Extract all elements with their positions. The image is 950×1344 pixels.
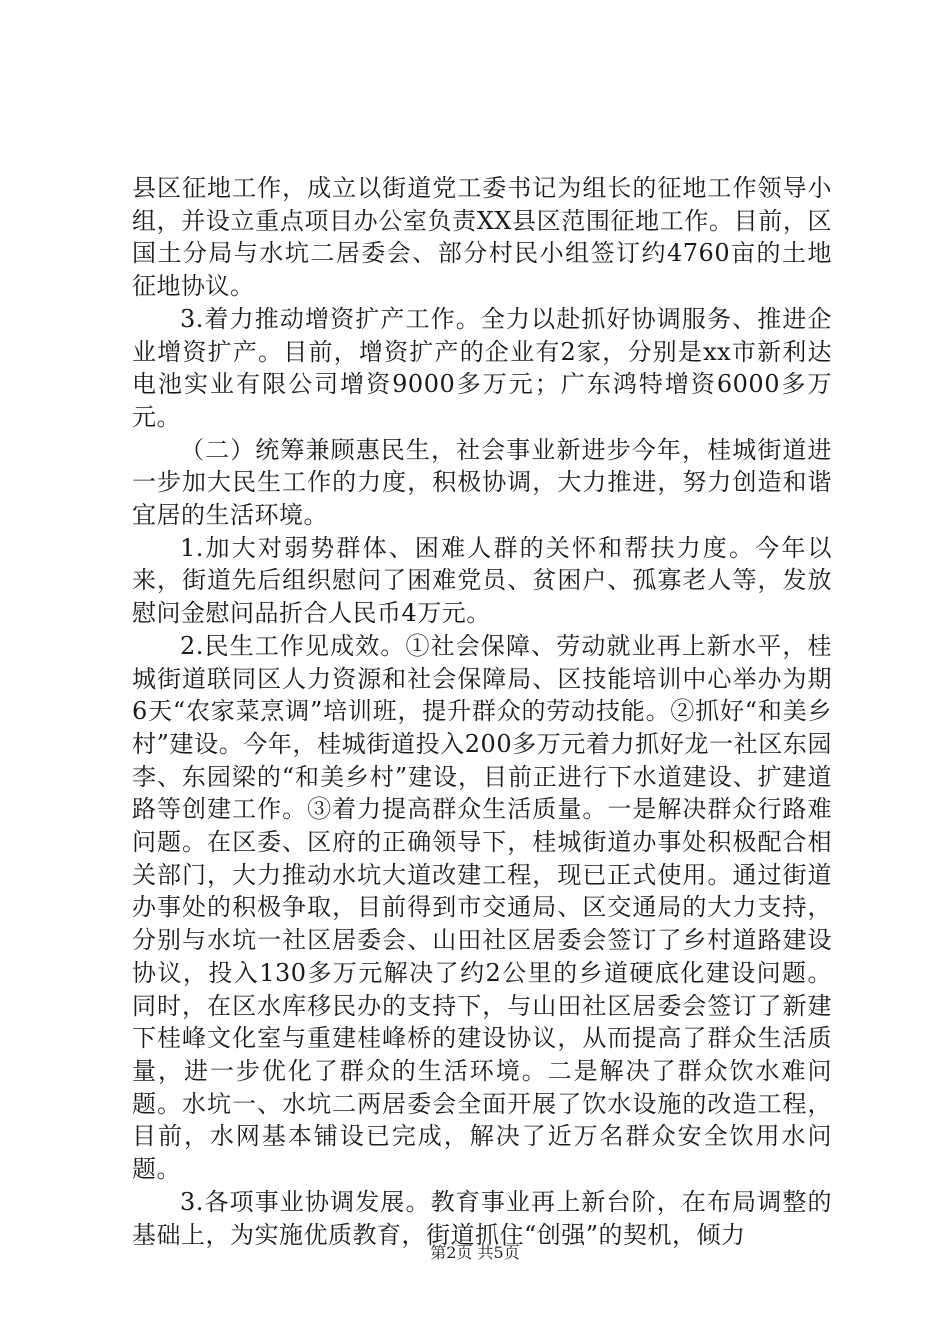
paragraph-1: 县区征地工作，成立以街道党工委书记为组长的征地工作领导小组，并设立重点项目办公室负责XX县区范围征地工作。目前，区国土分局与水坑二居委会、部分村民小组签订约4760亩的土地征地协议。 bbox=[132, 174, 832, 301]
document-body bbox=[132, 172, 832, 1251]
paragraph-2: 3.着力推动增资扩产工作。全力以赴抓好协调服务、推进企业增资扩产。目前，增资扩产的企业有2家，分别是xx市新利达电池实业有限公司增资9000多万元；广东鸿特增资6000多万元。 bbox=[132, 304, 832, 431]
page-footer: 第2页 共5页 bbox=[430, 1243, 520, 1262]
paragraph-5: 2.民生工作见成效。①社会保障、劳动就业再上新水平，桂城街道联同区人力资源和社会保障局、区技能培训中心举办为期6天“农家菜烹调”培训班，提升群众的劳动技能。②抓好“和美乡村”建设。今年，桂城街道投入200多万元着力抓好龙一社区东园李、东园梁的“和美乡村”建设，目前正进行下水道建设、扩建道路等创建工作。③着力提高群众生活质量。一是解决群众行路难问题。在区委、区府的正确领导下，桂城街道办事处积极配合相关部门，大力推动水坑大道改建工程，现已正式使用。通过街道办事处的积极争取，目前得到市交通局、区交通局的大力支持，分别与水坑一社区居委会、山田社区居委会签订了乡村道路建设协议，投入130多万元解决了约2公里的乡道硬底化建设问题。同时，在区水库移民办的支持下，与山田社区居委会签订了新建下桂峰文化室与重建桂峰桥的建设协议，从而提高了群众生活质量，进一步优化了群众的生活环境。二是解决了群众饮水难问题。水坑一、水坑二两居委会全面开展了饮水设施的改造工程，目前，水网基本铺设已完成，解决了近万名群众安全饮用水问题。 bbox=[132, 631, 832, 1184]
paragraph-6: 3.各项事业协调发展。教育事业再上新台阶，在布局调整的基础上，为实施优质教育，街道抓住“创强”的契机，倾力 bbox=[132, 1187, 832, 1249]
paragraph-3: （二）统筹兼顾惠民生，社会事业新进步今年，桂城街道进一步加大民生工作的力度，积极协调，大力推进，努力创造和谐宜居的生活环境。 bbox=[132, 435, 832, 530]
paragraph-4: 1.加大对弱势群体、困难人群的关怀和帮扶力度。今年以来，街道先后组织慰问了困难党员、贫困户、孤寡老人等，发放慰问金慰问品折合人民币4万元。 bbox=[132, 533, 832, 628]
